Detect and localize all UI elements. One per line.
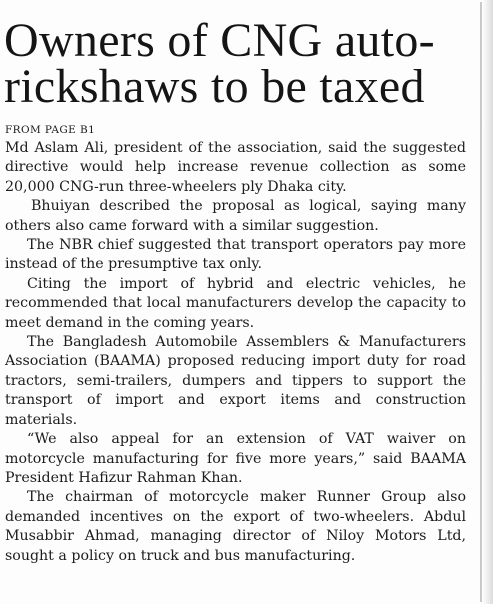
paragraph-5: The Bangladesh Automobile Assemblers & Manufacturers Association (BAAMA) proposed reducing import duty for road tractors, semi-trailers, dumpers and tippers to support the transport of import and export items and construction materials. xyxy=(5,334,466,428)
paragraph-4: Citing the import of hybrid and electric vehicles, he recommended that local manufacturers develop the capacity to meet demand in the coming years. xyxy=(5,275,466,331)
clipping-edge-shadow xyxy=(482,0,493,604)
article-body xyxy=(5,139,466,566)
paragraph-6: “We also appeal for an extension of VAT waiver on motorcycle manufacturing for five more years,” said BAAMA President Hafizur Rahman Khan. xyxy=(5,431,466,486)
continued-from-label: FROM PAGE B1 xyxy=(5,124,96,136)
headline-line-2: rickshaws to be taxed xyxy=(4,60,425,113)
headline-line-1: Owners of CNG auto- xyxy=(4,14,435,67)
paragraph-1: Md Aslam Ali, president of the association, said the suggested directive would help increase revenue collection as some 20,000 CNG-run three-wheelers ply Dhaka city. xyxy=(5,140,466,195)
paragraph-2: Bhuiyan described the proposal as logical, saying many others also came forward with a similar suggestion. xyxy=(5,198,466,234)
paragraph-3: The NBR chief suggested that transport operators pay more instead of the presumptive tax only. xyxy=(5,237,466,273)
paragraph-7: The chairman of motorcycle maker Runner Group also demanded incentives on the export of two-wheelers. Abdul Musabbir Ahmad, managing director of Niloy Motors Ltd, sought a policy on truck and bus manufacturing. xyxy=(5,489,466,564)
headline xyxy=(4,14,480,113)
